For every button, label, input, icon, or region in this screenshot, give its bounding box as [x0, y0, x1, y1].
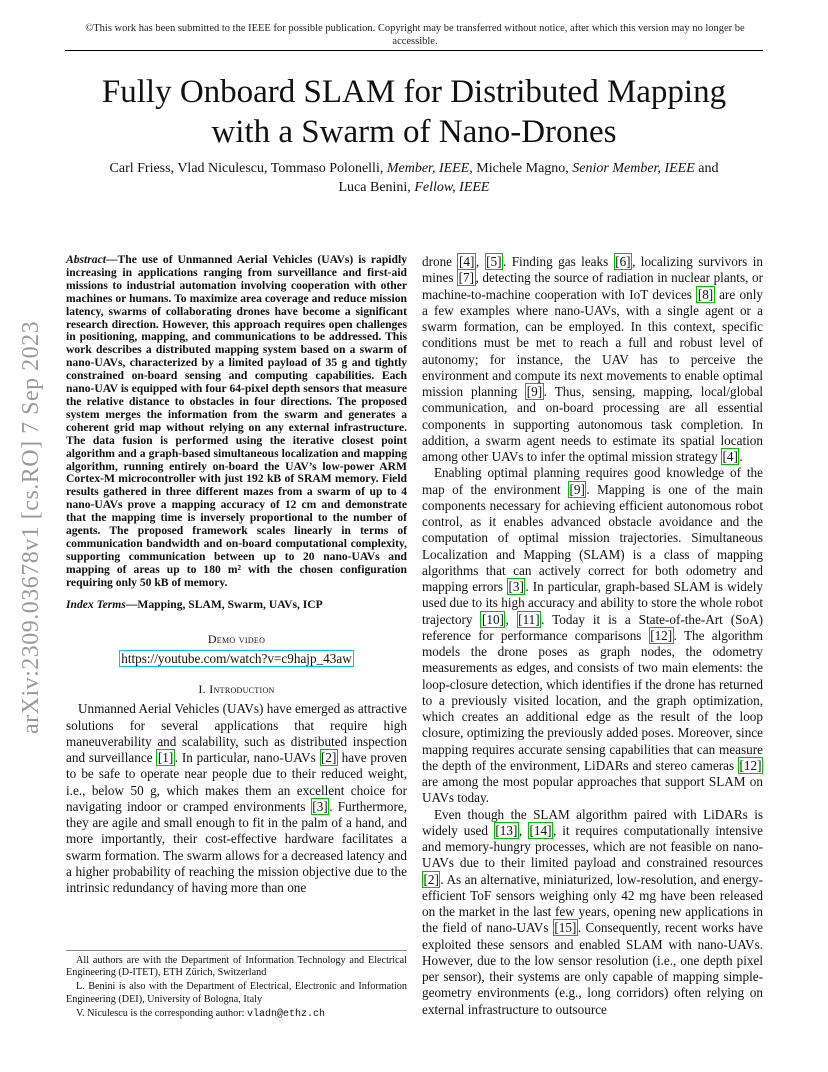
text-run: . Today it is a State-of-the-Art (SoA) reference for performance comparisons	[422, 611, 763, 643]
footnote-benini: L. Benini is also with the Department of Electrical, Electronic and Information Engineering (DEI), University of Bologna, Italy	[66, 981, 407, 1005]
citation[interactable]: [7]	[458, 270, 475, 286]
author-role-2: Senior Member, IEEE	[572, 161, 695, 176]
citation[interactable]: [9]	[526, 384, 543, 399]
abstract-lead: Abstract	[66, 253, 106, 266]
text-run: , it requires computationally intensive and memory-hungry processes, which are not feasible on nano-UAVs due to their limited payload and constrained resources	[422, 822, 763, 871]
text-run: ,	[475, 254, 485, 269]
footnote-affiliation: All authors are with the Department of Information Technology and Electrical Engineering (D-ITET), ETH Zürich, Switzerland	[66, 955, 407, 979]
citation[interactable]: [2]	[321, 750, 337, 766]
author-line-1	[65, 159, 763, 178]
author-line-2	[65, 178, 763, 197]
citation[interactable]: [13]	[495, 822, 518, 838]
text-run: drone	[422, 254, 458, 269]
citation[interactable]: [6]	[615, 254, 631, 269]
author-role-1: Member, IEEE	[386, 161, 470, 176]
left-column	[66, 254, 407, 896]
text-run: Even though the SLAM algorithm paired with LiDARs is widely used	[422, 806, 763, 838]
header-rule	[65, 50, 763, 51]
right-paragraph-3	[422, 807, 763, 1018]
text-run: . Consequently, recent works have exploited these sensors and enabled SLAM with nano-UAVs. However, due to the low sensor resolution (i.e., one depth pixel per sensor), their systems are only capable of mapping simple-geometry environments (e.g., long corridors) often relying on external infrastructure to outsource	[422, 920, 763, 1017]
citation[interactable]: [11]	[518, 611, 540, 627]
citation[interactable]: [3]	[312, 798, 328, 814]
index-terms-lead: Index Terms	[66, 597, 126, 611]
citation[interactable]: [10]	[481, 611, 504, 627]
author-and: and	[694, 161, 719, 176]
demo-link-row	[66, 651, 407, 667]
text-run: , detecting the source of radiation in nuclear plants, or machine-to-machine cooperation with IoT devices	[422, 270, 763, 302]
author-role-3: Fellow, IEEE	[414, 180, 490, 195]
text-run: Enabling optimal planning requires good knowledge of the map of the environment	[422, 465, 763, 497]
citation[interactable]: [5]	[486, 254, 502, 269]
text-run: . The algorithm models the drone poses as graph nodes, the odometry measurements as edges, and consists of two main elements: the loop-closure detection, which identifies if the drone has returned to a previously visited location, and the graph optimization, which creates an additional edge as the result of the loop closure, optimizing the previously added poses. Moreover, since mapping requires accurate sensing capabilities that can measure the depth of the environment, LiDARs and stereo cameras	[422, 627, 763, 773]
citation[interactable]: [14]	[529, 822, 552, 838]
text-run: . Thus, sensing, mapping, local/global communication, and on-board processing are all essential components in supporting autonomous task completion. In addition, a swarm agent needs to estimate its spatial location among other UAVs to infer the optimal mission strategy	[422, 384, 763, 464]
text-run: have proven to be safe to operate near people due to their reduced weight, i.e., below 50 g, which makes them an excellent choice for navigating indoor or cramped environments	[66, 750, 407, 814]
citation[interactable]: [8]	[697, 286, 714, 302]
citation[interactable]: [2]	[423, 871, 439, 887]
text-run: . Mapping is one of the main components necessary for achieving efficient autonomous robot control, as it enables advanced obstacle avoidance and the computation of optimal mission trajectories. Simultaneous Localization and Mapping (SLAM) is a class of mapping algorithms that can actively correct for both odometry and mapping errors	[422, 481, 764, 594]
text-run: . Furthermore, they are agile and small enough to fit in the palm of a hand, and more importantly, their cost-effective hardware facilitates a swarm formation. The swarm allows for a decreased latency and a higher probability of reaching the mission objective due to the intrinsic redundancy of having more than one	[66, 798, 408, 896]
right-paragraph-1	[422, 254, 763, 465]
index-terms	[66, 598, 407, 611]
citation[interactable]: [9]	[569, 481, 585, 497]
text-run: , localizing survivors in mines	[422, 254, 763, 286]
text-run: Unmanned Aerial Vehicles (UAVs) have emerged as attractive solutions for several applications that require high maneuverability and scalability, such as distributed inspection and surveillance	[66, 701, 407, 766]
paper-title	[65, 72, 763, 152]
footnotes	[66, 950, 407, 1023]
intro-paragraph-1	[66, 701, 407, 896]
author-names-3: Luca Benini,	[338, 180, 415, 195]
footnote-corresponding-text: V. Niculescu is the corresponding author:	[76, 1007, 247, 1019]
corresponding-email[interactable]: vladn@ethz.ch	[246, 1008, 325, 1020]
right-column	[422, 254, 763, 1018]
citation[interactable]: [12]	[650, 627, 673, 643]
citation[interactable]: [15]	[554, 920, 577, 936]
text-run: ,	[518, 822, 529, 838]
text-run: ,	[505, 611, 517, 627]
citation[interactable]: [4]	[722, 449, 738, 464]
text-run: are among the most popular approaches that support SLAM on UAVs today.	[422, 774, 763, 806]
introduction-heading: I. Introduction	[198, 682, 275, 697]
text-run: . As an alternative, miniaturized, low-resolution, and energy-efficient ToF sensors weighing only 42 mg have been released on the market in the last few years, opening new applications in the field of nano-UAVs	[422, 871, 763, 936]
demo-video-link[interactable]: https://youtube.com/watch?v=c9hajp_43aw	[121, 650, 352, 666]
citation[interactable]: [4]	[458, 254, 475, 269]
text-run: . In particular, graph-based SLAM is widely used due to its high accuracy and ability to store the whole robot trajectory	[422, 579, 764, 627]
author-names-2: , Michele Magno,	[469, 161, 573, 176]
abstract	[66, 254, 407, 590]
text-run: .	[739, 449, 743, 464]
title-line-1: Fully Onboard SLAM for Distributed Mapping	[101, 74, 727, 110]
citation[interactable]: [3]	[508, 579, 524, 594]
title-line-2: with a Swarm of Nano-Drones	[211, 114, 617, 150]
text-run: . In particular, nano-UAVs	[174, 750, 320, 766]
right-paragraph-2	[422, 465, 763, 806]
footnote-corresponding	[66, 1008, 407, 1021]
citation[interactable]: [1]	[157, 750, 174, 766]
copyright-notice: ©This work has been submitted to the IEEE for possible publication. Copyright may be transferred without notice, after which this version may no longer be accessible.	[85, 23, 745, 47]
text-run: . Finding gas leaks	[502, 254, 614, 269]
arxiv-identifier[interactable]: arXiv:2309.03678v1 [cs.RO] 7 Sep 2023	[18, 320, 44, 734]
author-list	[65, 159, 763, 197]
demo-heading: Demo video	[207, 631, 266, 646]
abstract-text: —The use of Unmanned Aerial Vehicles (UAVs) is rapidly increasing in applications ranging from surveillance and first-aid missions to industrial automation involving cooperation with other machines or humans. To maximize area coverage and reduce mission latency, swarms of collaborating drones have become a significant research direction. However, this approach requires open challenges in positioning, mapping, and communications to be addressed. This work describes a distributed mapping system based on a swarm of nano-UAVs, characterized by a limited payload of 35 g and tightly constrained on-board sensing and computing capabilities. Each nano-UAV is equipped with four 64-pixel depth sensors that measure the relative distance to obstacles in four directions. The proposed system merges the information from the swarm and generates a coherent grid map without relying on any external infrastructure. The data fusion is performed using the iterative closest point algorithm and a graph-based simultaneous localization and mapping algorithm, running entirely on-board the UAV’s low-power ARM Cortex-M microcontroller with just 192 kB of SRAM memory. Field results gathered in three different mazes from a swarm of up to 4 nano-UAVs prove a mapping accuracy of 12 cm and demonstrate that the mapping time is inversely proportional to the number of agents. The proposed framework scales linearly in terms of communication bandwidth and on-board computational complexity, supporting communication between up to 20 nano-UAVs and mapping of areas up to 180 m² with the chosen configuration requiring only 50 kB of memory.	[66, 253, 407, 589]
text-run: are only a few examples where nano-UAVs, with a single agent or a swarm formation, can be employed. In this context, specific conditions must be met to reach a full and robust level of autonomy; for instance, the UAV has to perceive the environment and compute its next movements to enable optimal mission planning	[422, 286, 764, 399]
index-terms-text: —Mapping, SLAM, Swarm, UAVs, ICP	[125, 597, 323, 611]
citation[interactable]: [12]	[739, 757, 762, 773]
author-names-1: Carl Friess, Vlad Niculescu, Tommaso Polonelli,	[109, 161, 387, 176]
